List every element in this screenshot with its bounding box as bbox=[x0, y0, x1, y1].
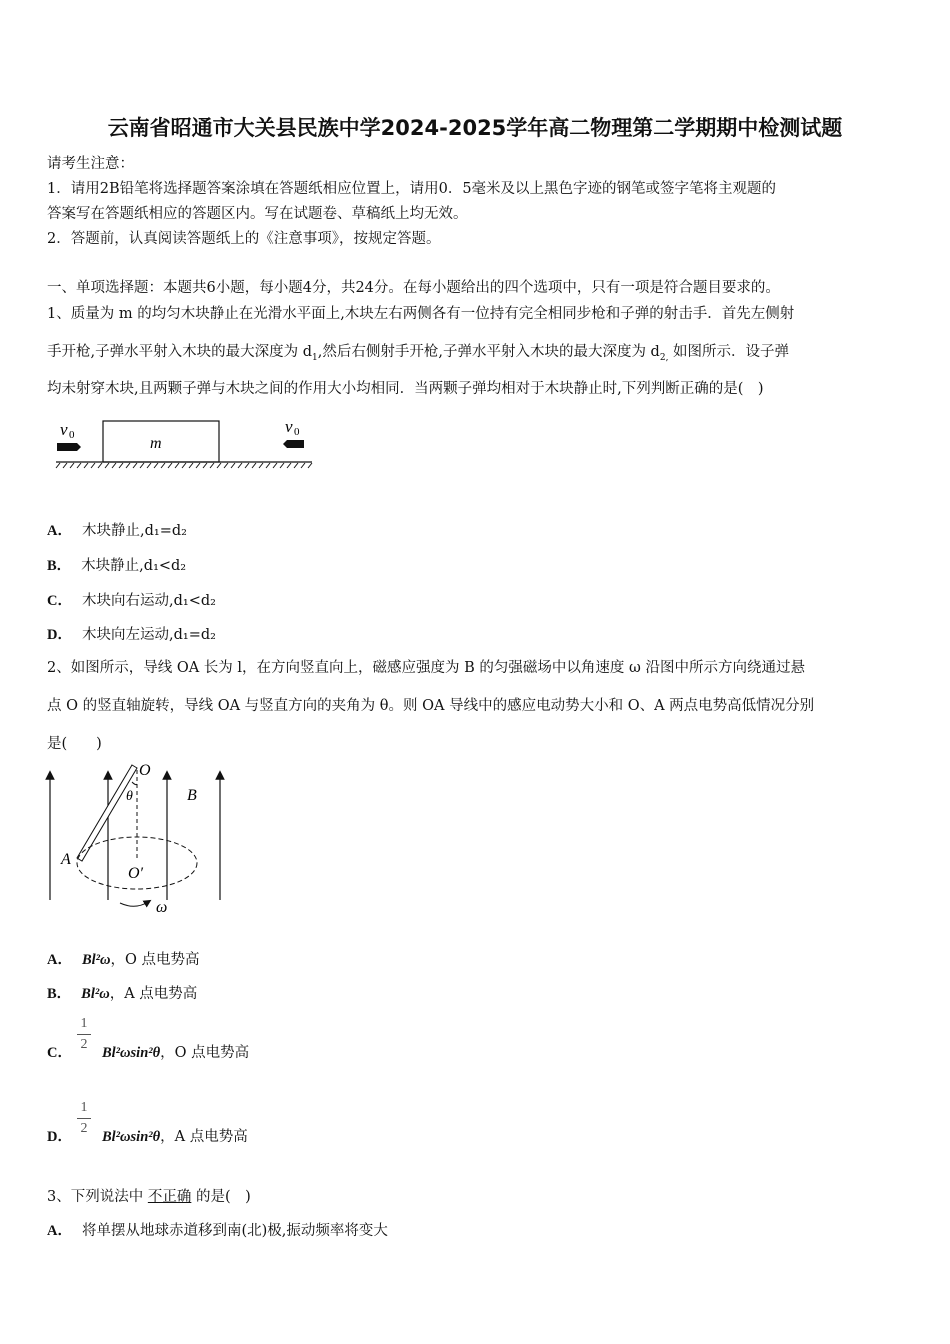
notice-item: 2．答题前，认真阅读答题纸上的《注意事项》，按规定答题。 bbox=[47, 231, 441, 247]
question-2-stem: 点 O 的竖直轴旋转，导线 OA 与竖直方向的夹角为 θ。则 OA 导线中的感应电动势大小和 O、A 两点电势高低情况分别 bbox=[47, 698, 815, 714]
svg-text:O: O bbox=[139, 762, 151, 779]
svg-text:A: A bbox=[61, 851, 71, 868]
question-2-option-b[interactable]: B． Bl²ω，A 点电势高 bbox=[47, 986, 198, 1002]
question-2-option-c[interactable]: C． Bl²ωsin²θ，O 点电势高 bbox=[47, 1045, 250, 1061]
svg-text:B: B bbox=[187, 787, 197, 804]
notice-heading: 请考生注意： bbox=[47, 156, 134, 172]
question-1-option-a[interactable]: A． 木块静止,d₁=d₂ bbox=[47, 523, 187, 539]
question-2-stem: 是( ) bbox=[47, 736, 102, 752]
question-1-option-c[interactable]: C． 木块向右运动,d₁<d₂ bbox=[47, 593, 216, 609]
svg-text:ω: ω bbox=[156, 899, 168, 916]
question-2-option-d[interactable]: D． Bl²ωsin²θ，A 点电势高 bbox=[47, 1129, 248, 1145]
question-1-stem: 手开枪,子弹水平射入木块的最大深度为 $d_1$,然后右侧射手开枪,子弹水平射入木块的最大深度为 $d_{2,}$ 如图所示．设子弹 bbox=[47, 344, 790, 363]
question-2-figure bbox=[40, 760, 240, 920]
question-1-figure bbox=[52, 415, 317, 470]
page-title: 云南省昭通市大关县民族中学2024-2025学年高二物理第二学期期中检测试题 bbox=[107, 116, 843, 140]
svg-text:v: v bbox=[285, 417, 293, 436]
notice-item: 答案写在答题纸相应的答题区内。写在试题卷、草稿纸上均无效。 bbox=[47, 206, 468, 222]
question-1-option-d[interactable]: D． 木块向左运动,d₁=d₂ bbox=[47, 627, 216, 643]
svg-text:θ: θ bbox=[126, 789, 133, 804]
question-3-option-a[interactable]: A． 将单摆从地球赤道移到南(北)极,振动频率将变大 bbox=[47, 1223, 388, 1239]
question-1-option-b[interactable]: B． 木块静止,d₁<d₂ bbox=[47, 558, 187, 574]
question-3-stem: 3、下列说法中 不正确 的是( ) bbox=[47, 1189, 251, 1205]
question-1-stem: 均未射穿木块,且两颗子弹与木块之间的作用大小均相同．当两颗子弹均相对于木块静止时,下列判断正确的是( ) bbox=[47, 381, 764, 397]
fraction-one-half: 1 2 bbox=[77, 1016, 91, 1053]
svg-text:m: m bbox=[150, 435, 162, 452]
question-2-stem: 2、如图所示，导线 OA 长为 l，在方向竖直向上，磁感应强度为 B 的匀强磁场中以角速度 ω 沿图中所示方向绕通过悬 bbox=[47, 660, 805, 676]
svg-text:v: v bbox=[60, 420, 68, 439]
fraction-one-half: 1 2 bbox=[77, 1100, 91, 1137]
question-1-stem: 1、质量为 m 的均匀木块静止在光滑水平面上,木块左右两侧各有一位持有完全相同步枪和子弹的射击手．首先左侧射 bbox=[47, 306, 795, 322]
svg-text:0: 0 bbox=[69, 429, 75, 441]
notice-item: 1．请用2B铅笔将选择题答案涂填在答题纸相应位置上，请用0．5毫米及以上黑色字迹的钢笔或签字笔将主观题的 bbox=[47, 181, 777, 197]
section-heading: 一、单项选择题：本题共6小题，每小题4分，共24分。在每小题给出的四个选项中，只有一项是符合题目要求的。 bbox=[47, 280, 780, 296]
svg-text:0: 0 bbox=[294, 426, 300, 438]
question-2-option-a[interactable]: A． Bl²ω，O 点电势高 bbox=[47, 952, 200, 968]
svg-text:O′: O′ bbox=[128, 865, 144, 882]
